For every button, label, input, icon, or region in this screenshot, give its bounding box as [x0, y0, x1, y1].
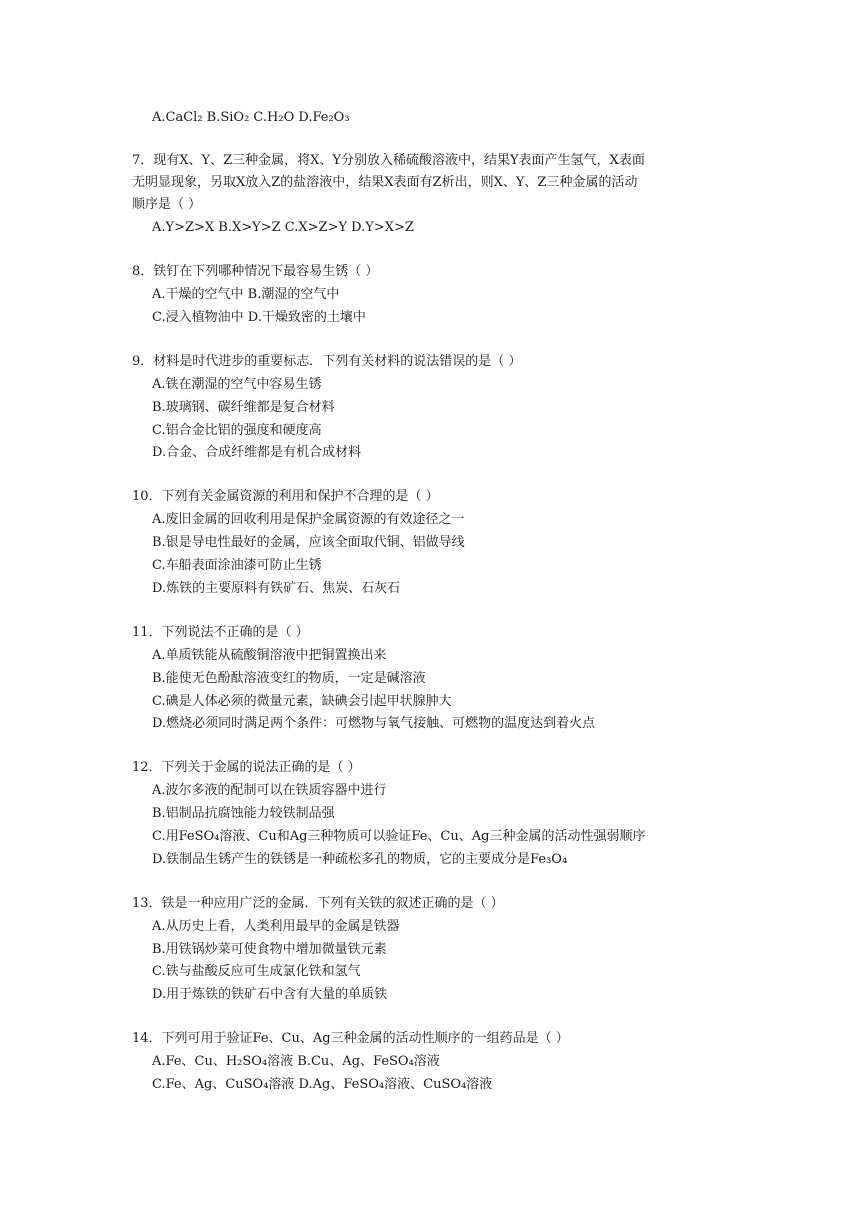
q11-option-c: C.碘是人体必须的微量元素，缺碘会引起甲状腺肿大 [152, 694, 452, 709]
q12-option-a: A.波尔多液的配制可以在铁质容器中进行 [152, 783, 387, 798]
q13-option-d: D.用于炼铁的铁矿石中含有大量的单质铁 [152, 987, 388, 1002]
q7-stem-line-3: 顺序是（ ） [132, 197, 202, 212]
q8-stem: 8．铁钉在下列哪种情况下最容易生锈（ ） [132, 264, 379, 279]
q7-stem-line-2: 无明显现象，另取X放入Z的盐溶液中，结果X表面有Z析出，则X、Y、Z三种金属的活动 [132, 175, 638, 190]
q14-option-ab: A.Fe、Cu、H₂SO₄溶液 B.Cu、Ag、FeSO₄溶液 [152, 1054, 440, 1069]
q12-option-b: B.铝制品抗腐蚀能力较铁制品强 [152, 806, 335, 821]
q14-stem: 14．下列可用于验证Fe、Cu、Ag三种金属的活动性顺序的一组药品是（ ） [132, 1031, 569, 1046]
q12-option-d: D.铁制品生锈产生的铁锈是一种疏松多孔的物质，它的主要成分是Fe₃O₄ [152, 852, 568, 867]
q10-option-a: A.废旧金属的回收利用是保护金属资源的有效途径之一 [152, 512, 465, 527]
q10-option-b: B.银是导电性最好的金属，应该全面取代铜、铝做导线 [152, 535, 465, 550]
q12-option-c: C.用FeSO₄溶液、Cu和Ag三种物质可以验证Fe、Cu、Ag三种金属的活动性强弱顺序 [152, 829, 646, 844]
q6-options: A.CaCl₂ B.SiO₂ C.H₂O D.Fe₂O₃ [152, 110, 350, 125]
q10-option-c: C.车船表面涂油漆可防止生锈 [152, 558, 322, 573]
q9-option-d: D.合金、合成纤维都是有机合成材料 [152, 445, 362, 460]
q8-option-cd: C.浸入植物油中 D.干燥致密的土壤中 [152, 310, 366, 325]
q9-option-a: A.铁在潮湿的空气中容易生锈 [152, 377, 322, 392]
q8-option-ab: A.干燥的空气中 B.潮湿的空气中 [152, 287, 340, 302]
q13-option-a: A.从历史上看，人类利用最早的金属是铁器 [152, 919, 400, 934]
q7-options: A.Y>Z>X B.X>Y>Z C.X>Z>Y D.Y>X>Z [152, 220, 414, 235]
q9-option-b: B.玻璃钢、碳纤维都是复合材料 [152, 400, 335, 415]
q11-option-b: B.能使无色酚酞溶液变红的物质，一定是碱溶液 [152, 671, 426, 686]
q12-stem: 12．下列关于金属的说法正确的是（ ） [132, 760, 361, 775]
q13-stem: 13．铁是一种应用广泛的金属．下列有关铁的叙述正确的是（ ） [132, 896, 504, 911]
q7-stem-line-1: 7．现有X、Y、Z三种金属，将X、Y分别放入稀硫酸溶液中，结果Y表面产生氢气，X表面 [132, 153, 645, 168]
q9-stem: 9．材料是时代进步的重要标志．下列有关材料的说法错误的是（ ） [132, 354, 522, 369]
q11-stem: 11．下列说法不正确的是（ ） [132, 625, 309, 640]
q11-option-d: D.燃烧必须同时满足两个条件：可燃物与氧气接触、可燃物的温度达到着火点 [152, 716, 596, 731]
q10-option-d: D.炼铁的主要原料有铁矿石、焦炭、石灰石 [152, 581, 401, 596]
q13-option-c: C.铁与盐酸反应可生成氯化铁和氢气 [152, 964, 361, 979]
q13-option-b: B.用铁锅炒菜可使食物中增加微量铁元素 [152, 942, 387, 957]
q14-option-cd: C.Fe、Ag、CuSO₄溶液 D.Ag、FeSO₄溶液、CuSO₄溶液 [152, 1077, 493, 1092]
q10-stem: 10．下列有关金属资源的利用和保护不合理的是（ ） [132, 489, 439, 504]
q9-option-c: C.铝合金比铝的强度和硬度高 [152, 423, 322, 438]
q11-option-a: A.单质铁能从硫酸铜溶液中把铜置换出来 [152, 648, 387, 663]
